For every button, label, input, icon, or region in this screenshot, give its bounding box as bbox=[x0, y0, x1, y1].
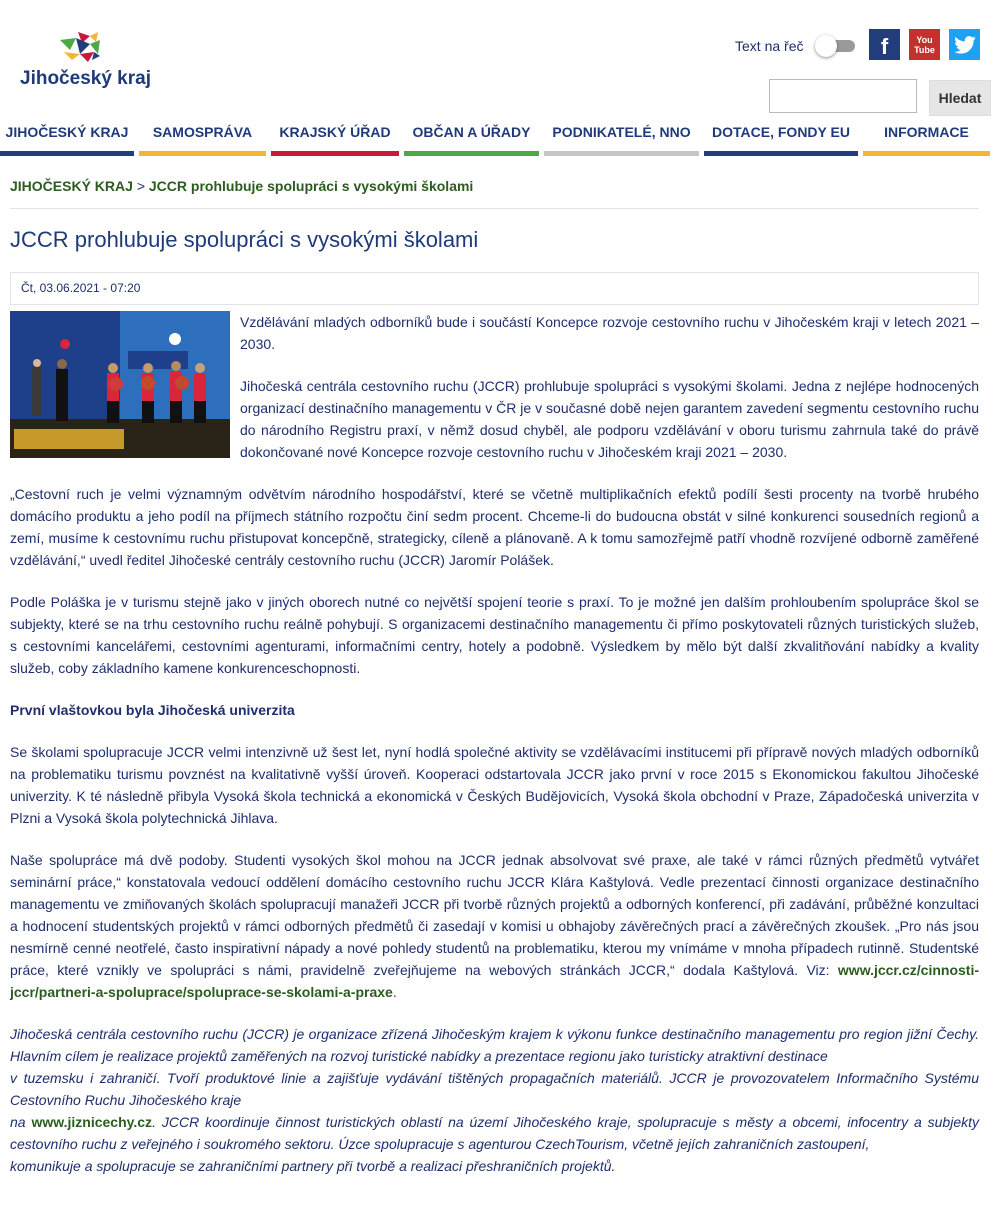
toggle-knob bbox=[815, 35, 837, 57]
facebook-icon[interactable] bbox=[869, 29, 900, 60]
paragraph-end: . bbox=[392, 984, 397, 1000]
jccr-link[interactable]: www.jccr.cz/cinnosti-jccr/partneri-a-spoluprace/spoluprace-se-skolami-a-praxe bbox=[10, 962, 979, 1000]
nav-item-samosprava[interactable]: SAMOSPRÁVA bbox=[139, 120, 266, 156]
site-logo[interactable] bbox=[20, 30, 160, 92]
twitter-icon[interactable] bbox=[949, 29, 980, 60]
twitter-bird-icon bbox=[954, 36, 976, 54]
nav-item-dotace-fondy-eu[interactable]: DOTACE, FONDY EU bbox=[704, 120, 858, 156]
search-input[interactable] bbox=[769, 79, 917, 113]
breadcrumb-separator: > bbox=[136, 178, 145, 194]
page-title: JCCR prohlubuje spolupráci s vysokými školami bbox=[10, 227, 479, 252]
article-paragraph: Jihočeská centrála cestovního ruchu (JCCR) prohlubuje spolupráci s vysokými školami. Jedna z nejlépe hodnocených organizací destinačního managementu v ČR je v současné době nejen garantem zavedení segmentu cestovního ruchu do národního Registru praxí, v němž dosud chyběl, ale podporu vzdělávání v oboru turismu zahrnula také do právě dokončované nové Koncepce rozvoje cestovního ruchu v Jihočeském kraji 2021 – 2030. bbox=[240, 378, 979, 460]
main-nav bbox=[0, 120, 991, 156]
breadcrumb bbox=[10, 176, 979, 209]
note-text: Jihočeská centrála cestovního ruchu (JCCR) je organizace zřízená Jihočeským krajem k výkonu funkce destinačního managementu pro region jižní Čechy. Hlavním cílem je realizace projektů zaměřených na rozvoj turistické nabídky a prezentace regionu jako turisticky atraktivní destinace bbox=[10, 1026, 979, 1064]
article-footer-note bbox=[10, 1023, 979, 1177]
article-paragraph: Podle Poláška je v turismu stejně jako v jiných oborech nutné co největší spojení teorie s praxí. To je možné jen dalším prohloubením spolupráce škol se subjekty, které se na trhu cestovního ruchu reálně pohybují. S organizacemi destinačního managementu či přímo poskytovateli různých turistických služeb, s cestovními kancelářemi, cestovními agenturami, informačními centry, hotely a podobně. Výsledkem by mělo být další zkvalitňování nabídky a kvality služeb, coby základního kamene konkurenceschopnosti. bbox=[10, 594, 979, 676]
logo-text: Jihočeský kraj bbox=[20, 68, 151, 89]
article-paragraph: Se školami spolupracuje JCCR velmi intenzivně už šest let, nyní hodlá společné aktivity se vzdělávacími institucemi při přípravě nových mladých odborníků na problematiku turismu povznést na kvalitativně vyšší úroveň. Kooperaci odstartovala JCCR jako první v roce 2015 s Ekonomickou fakultou Jihočeské univerzity. K té následně přibyla Vysoká škola technická a ekonomická v Českých Budějovicích, Vysoká škola obchodní v Praze, Západočeská univerzita v Plzni a Vysoká škola polytechnická Jihlava. bbox=[10, 744, 979, 826]
article-lead: Vzdělávání mladých odborníků bude i součástí Koncepce rozvoje cestovního ruchu v Jihočeském kraji v letech 2021 – 2030. bbox=[240, 314, 979, 352]
search-button[interactable]: Hledat bbox=[929, 80, 991, 116]
site-header bbox=[0, 0, 991, 120]
article-photo bbox=[10, 311, 230, 458]
breadcrumb-current: JCCR prohlubuje spolupráci s vysokými školami bbox=[148, 178, 474, 194]
nav-item-obcan-a-urady[interactable]: OBČAN A ÚŘADY bbox=[404, 120, 539, 156]
article-paragraph bbox=[10, 849, 979, 1003]
youtube-icon[interactable] bbox=[909, 29, 940, 60]
jiznicechy-link[interactable]: www.jiznicechy.cz bbox=[31, 1114, 153, 1130]
article-subheading: První vlaštovkou byla Jihočeská univerzita bbox=[10, 702, 295, 718]
article-paragraph: „Cestovní ruch je velmi významným odvětvím národního hospodářství, které se včetně multiplikačních efektů podílí šesti procenty na tvorbě hrubého domácího produktu a jeho podíl na příjmech státního rozpočtu činí sedm procent. Chceme-li do budoucna obstát v silné konkurenci sousedních regionů a zemí, musíme k cestovnímu ruchu přistupovat koncepčně, strategicky, cíleně a plánovaně. A k tomu samozřejmě patří vhodně rozvíjené odborně zaměřené vzdělávání,“ uvedl ředitel Jihočeské centrály cestovního ruchu (JCCR) Jaromír Polášek. bbox=[10, 486, 979, 568]
nav-item-informace[interactable]: INFORMACE bbox=[863, 120, 990, 156]
text-to-speech bbox=[735, 36, 857, 56]
note-text: komunikuje a spolupracuje se zahraničními partnery při tvorbě a realizaci přeshraničních projektů. bbox=[10, 1158, 616, 1174]
note-text: . JCCR koordinuje činnost turistických oblastí na území Jihočeského kraje, spolupracuje s městy a obcemi, infocentry a subjekty cestovního ruchu z veřejného i soukromého sektoru. Úzce spolupracuje s agenturou CzechTourism, včetně jejích zahraničních zastoupení, bbox=[10, 1114, 979, 1152]
note-text: v tuzemsku i zahraničí. Tvoří produktové linie a zajišťuje vydávání tištěných propagačních materiálů. JCCR je provozovatelem Informačního Systému Cestovního Ruchu Jihočeského kraje bbox=[10, 1070, 979, 1108]
nav-item-krajsky-urad[interactable]: KRAJSKÝ ÚŘAD bbox=[271, 120, 399, 156]
nav-item-jihocesky-kraj[interactable]: JIHOČESKÝ KRAJ bbox=[0, 120, 134, 156]
paragraph-text: Naše spolupráce má dvě podoby. Studenti vysokých škol mohou na JCCR jednak absolvovat své praxe, ale také v rámci různých předmětů vytvářet seminární práce,“ konstatovala vedoucí oddělení domácího cestovního ruchu JCCR Klára Kaštylová. Vedle prezentací činnosti organizace destinačního managementu ve zmiňovaných školách spolupracují manažeři JCCR při tvorbě různých projektů a odborných konferencí, při zadávání, průběžné konzultaci a hodnocení studentských projektů v rámci odborných předmětů či zasedají v komisi u obhajoby závěrečných prací a závěrečných zkoušek. „Pro nás jsou nesmírně cenné neotřelé, často inspirativní nápady a nové pohledy studentů na problematiku, kterou my vnímáme v mnoha případech rutinně. Studentské práce, které vznikly ve spolupráci s námi, pravidelně zveřejňujeme na webových stránkách JCCR,“ dodala Kaštylová. Viz: bbox=[10, 852, 979, 978]
facebook-glyph: f bbox=[880, 33, 889, 59]
logo-mark-icon bbox=[20, 30, 160, 64]
note-text: na bbox=[10, 1114, 32, 1130]
youtube-glyph-bottom: Tube bbox=[914, 44, 935, 55]
tts-label: Text na řeč bbox=[735, 38, 804, 54]
nav-item-podnikatele-nno[interactable]: PODNIKATELÉ, NNO bbox=[544, 120, 699, 156]
youtube-glyph-top: You bbox=[916, 34, 933, 45]
breadcrumb-home-link[interactable]: JIHOČESKÝ KRAJ bbox=[10, 178, 133, 194]
article-date: Čt, 03.06.2021 - 07:20 bbox=[10, 272, 979, 305]
tts-toggle[interactable] bbox=[815, 36, 857, 56]
